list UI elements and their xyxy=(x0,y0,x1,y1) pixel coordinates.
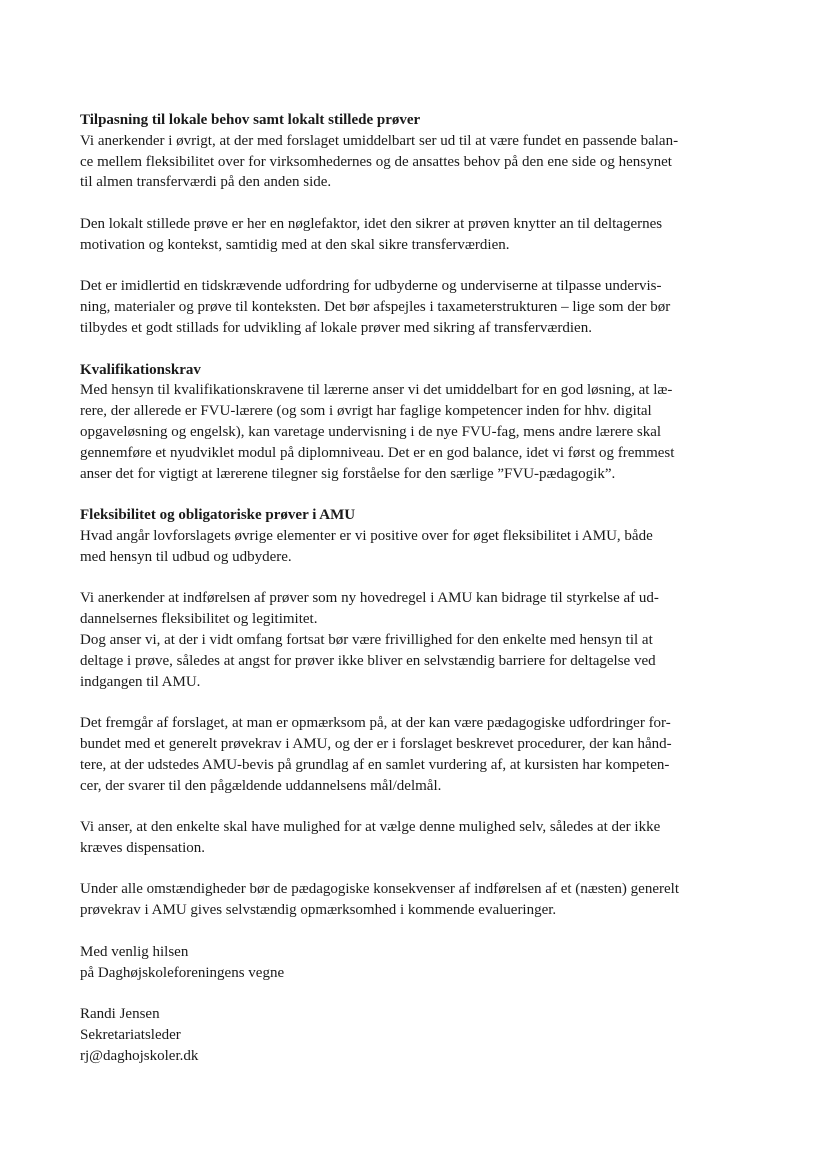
paragraph-line: deltage i prøve, således at angst for prøver ikke bliver en selvstændig barriere for deltagelse ved xyxy=(80,652,656,669)
section-heading: Kvalifikationskrav xyxy=(80,361,201,378)
paragraph-line: med hensyn til udbud og udbydere. xyxy=(80,548,292,565)
paragraph-line: Vi anerkender at indførelsen af prøver som ny hovedregel i AMU kan bidrage til styrkelse af ud- xyxy=(80,590,659,607)
paragraph-line: ning, materialer og prøve til konteksten. Det bør afspejles i taxameterstrukturen – lige som der bør xyxy=(80,299,671,316)
paragraph-line: tere, at der udstedes AMU-bevis på grundlag af en samlet vurdering af, at kursisten har kompeten- xyxy=(80,756,670,773)
paragraph-spacer xyxy=(80,256,752,277)
paragraph-line: Dog anser vi, at der i vidt omfang fortsat bør være frivillighed for den enkelte med hensyn til at xyxy=(80,631,653,648)
paragraph-line: Med hensyn til kvalifikationskravene til lærerne anser vi det umiddelbart for en god løsning, at læ- xyxy=(80,382,673,399)
paragraph-line: gennemføre et nyudviklet modul på diplomniveau. Det er en god balance, idet vi først og fremmest xyxy=(80,444,675,461)
paragraph-line: kræves dispensation. xyxy=(80,839,205,856)
paragraph-spacer xyxy=(80,921,752,942)
paragraph-line: Vi anerkender i øvrigt, at der med forslaget umiddelbart ser ud til at være fundet en passende balan- xyxy=(80,132,679,149)
section-heading: Fleksibilitet og obligatoriske prøver i AMU xyxy=(80,507,356,524)
paragraph-line: bundet med et generelt prøvekrav i AMU, og der er i forslaget beskrevet procedurer, der kan hånd- xyxy=(80,735,672,752)
paragraph-line: Det fremgår af forslaget, at man er opmærksom på, at der kan være pædagogiske udfordringer for- xyxy=(80,715,671,732)
paragraph-line: cer, der svarer til den pågældende uddannelsens mål/delmål. xyxy=(80,777,442,794)
paragraph-line: Den lokalt stillede prøve er her en nøglefaktor, idet den sikrer at prøven knytter an til deltagernes xyxy=(80,215,663,232)
paragraph-line: rere, der allerede er FVU-lærere (og som i øvrigt har faglige kompetencer inden for hhv. digital xyxy=(80,403,652,420)
paragraph-spacer xyxy=(80,796,752,817)
paragraph-line: anser det for vigtigt at lærerene tilegner sig forståelse for den særlige ”FVU-pædagogik”. xyxy=(80,465,616,482)
paragraph-line: indgangen til AMU. xyxy=(80,673,201,690)
paragraph-spacer xyxy=(80,568,752,589)
signatory-email: rj@daghojskoler.dk xyxy=(80,1047,199,1064)
paragraph-line: Under alle omstændigheder bør de pædagogiske konsekvenser af indførelsen af et (næsten) generelt xyxy=(80,881,679,898)
paragraph-spacer xyxy=(80,484,752,505)
paragraph-line: ce mellem fleksibilitet over for virksomhedernes og de ansattes behov på den ene side og hensynet xyxy=(80,153,672,170)
paragraph-line: opgaveløsning og engelsk), kan varetage undervisning i de nye FVU-fag, mens andre lærere skal xyxy=(80,423,662,440)
paragraph-line: tilbydes et godt stillads for udvikling af lokale prøver med sikring af transferværdien. xyxy=(80,319,592,336)
paragraph-line: prøvekrav i AMU gives selvstændig opmærksomhed i kommende evalueringer. xyxy=(80,902,557,919)
paragraph-spacer xyxy=(80,193,752,214)
paragraph-line: Vi anser, at den enkelte skal have mulighed for at vælge denne mulighed selv, således at der ikke xyxy=(80,819,661,836)
paragraph-line: motivation og kontekst, samtidig med at den skal sikre transferværdien. xyxy=(80,236,510,253)
paragraph-line: dannelsernes fleksibilitet og legitimitet. xyxy=(80,611,318,628)
closing-greeting-line: på Daghøjskoleforeningens vegne xyxy=(80,964,285,981)
paragraph-line: til almen transferværdi på den anden side. xyxy=(80,174,332,191)
paragraph-spacer xyxy=(80,983,752,1004)
paragraph-spacer xyxy=(80,859,752,880)
closing-greeting-line: Med venlig hilsen xyxy=(80,943,189,960)
paragraph-spacer xyxy=(80,339,752,360)
document-body xyxy=(80,110,752,1067)
section-heading: Tilpasning til lokale behov samt lokalt stillede prøver xyxy=(80,112,421,128)
paragraph-line: Det er imidlertid en tidskrævende udfordring for udbyderne og underviserne at tilpasse undervis- xyxy=(80,278,662,295)
signatory-title: Sekretariatsleder xyxy=(80,1027,181,1044)
paragraph-line: Hvad angår lovforslagets øvrige elementer er vi positive over for øget fleksibilitet i AMU, både xyxy=(80,527,653,544)
signatory-name: Randi Jensen xyxy=(80,1006,160,1023)
paragraph-spacer xyxy=(80,692,752,713)
